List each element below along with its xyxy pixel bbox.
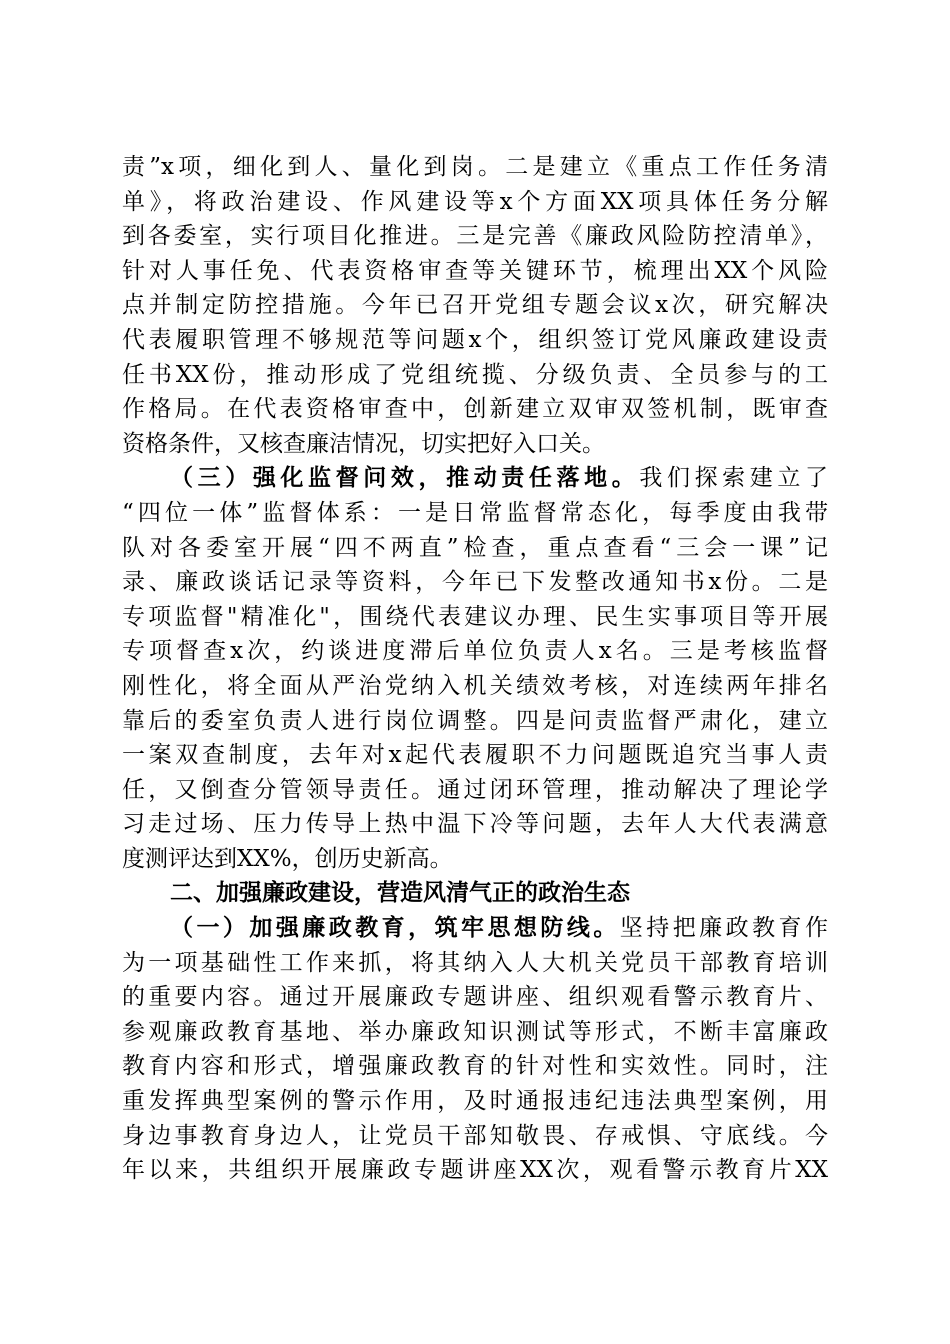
text-line: 度测评达到XX%，创历史新高。 xyxy=(122,845,453,872)
text-line: 刚性化，将全面从严治党纳入机关绩效考核，对连续两年排名 xyxy=(122,672,828,699)
text-line: 为一项基础性工作来抓，将其纳入人大机关党员干部教育培训 xyxy=(122,949,828,976)
text-line: 点并制定防控措施。今年已召开党组专题会议x次，研究解决 xyxy=(122,292,828,319)
document-page xyxy=(122,150,828,1188)
text-line: 责”x项，细化到人、量化到岗。二是建立《重点工作任务清 xyxy=(122,154,828,180)
text-line: 针对人事任免、代表资格审查等关键环节，梳理出XX个风险 xyxy=(122,257,828,284)
text-line: 任，又倒查分管领导责任。通过闭环管理，推动解决了理论学 xyxy=(122,776,828,803)
text-line: 重发挥典型案例的警示作用，及时通报违纪违法典型案例，用 xyxy=(122,1088,828,1115)
subsection-title: （三）强化监督问效，推动责任落地。 xyxy=(170,464,640,492)
text-line: 参观廉政教育基地、举办廉政知识测试等形式，不断丰富廉政 xyxy=(122,1018,828,1045)
section-heading: 二、加强廉政建设，营造风清气正的政治生态 xyxy=(170,880,630,907)
text-line xyxy=(122,461,828,496)
text-line: 资格条件，又核查廉洁情况，切实把好入口关。 xyxy=(122,430,605,457)
text-line: 的重要内容。通过开展廉政专题讲座、组织观看警示教育片、 xyxy=(122,984,828,1011)
subsection-title: （一）加强廉政教育，筑牢思想防线。 xyxy=(170,914,620,942)
text-line: 身边事教育身边人，让党员干部知敬畏、存戒惧、守底线。今 xyxy=(122,1122,828,1149)
text-run: 坚持把廉政教育作 xyxy=(619,915,828,942)
paragraph-supervision xyxy=(122,461,828,876)
text-line: 作格局。在代表资格审查中，创新建立双审双签机制，既审查 xyxy=(122,396,828,423)
text-run: 我们探索建立了 xyxy=(639,465,828,492)
text-line: 到各委室，实行项目化推进。三是完善《廉政风险防控清单》， xyxy=(122,223,828,250)
text-line: 教育内容和形式，增强廉政教育的针对性和实效性。同时，注 xyxy=(122,1053,828,1080)
text-line: 一案双查制度，去年对x起代表履职不力问题既追究当事人责 xyxy=(122,742,828,769)
text-line xyxy=(122,911,828,946)
text-line: 专项监督"精准化"，围绕代表建议办理、民生实事项目等开展 xyxy=(122,603,828,630)
text-line: 任书XX份，推动形成了党组统揽、分级负责、全员参与的工 xyxy=(122,361,828,388)
text-line: 专项督查x次，约谈进度滞后单位负责人x名。三是考核监督 xyxy=(122,638,828,665)
text-line: 年以来，共组织开展廉政专题讲座XX次，观看警示教育片XX xyxy=(122,1157,828,1184)
text-line: 代表履职管理不够规范等问题x个，组织签订党风廉政建设责 xyxy=(122,326,828,353)
text-line: 录、廉政谈话记录等资料，今年已下发整改通知书x份。二是 xyxy=(122,569,828,596)
text-line: 单》，将政治建设、作风建设等x个方面XX项具体任务分解 xyxy=(122,188,828,215)
paragraph-responsibility xyxy=(122,150,828,461)
text-line: “四位一体”监督体系：一是日常监督常态化，每季度由我带 xyxy=(122,499,828,526)
text-line: 靠后的委室负责人进行岗位调整。四是问责监督严肃化，建立 xyxy=(122,707,828,734)
text-line: 习走过场、压力传导上热中温下冷等问题，去年人大代表满意 xyxy=(122,811,828,838)
paragraph-education xyxy=(122,911,828,1188)
text-line: 队对各委室开展“四不两直”检查，重点查看“三会一课”记 xyxy=(122,534,828,561)
